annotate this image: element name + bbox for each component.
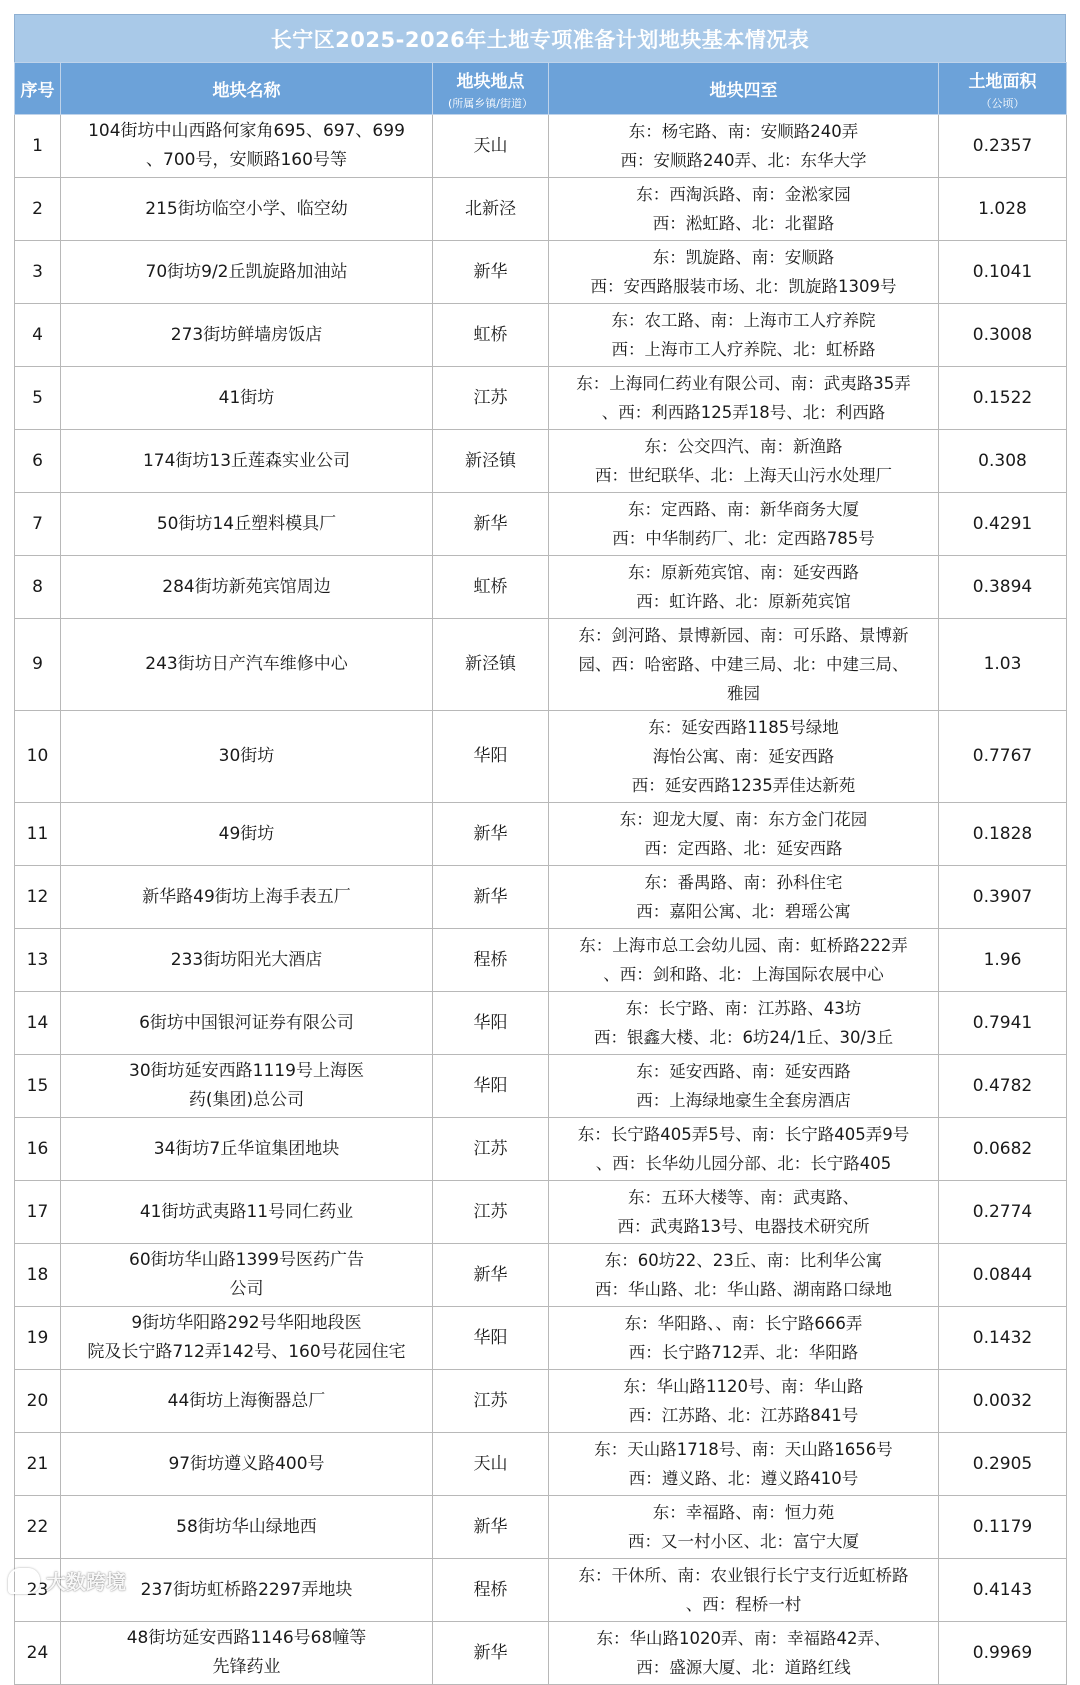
cell-index: 9 — [15, 619, 61, 711]
cell-location: 新华 — [433, 1496, 549, 1559]
cell-location: 华阳 — [433, 1055, 549, 1118]
table-row — [15, 556, 1067, 619]
cell-index: 2 — [15, 178, 61, 241]
cell-bounds-line: 西：长宁路712弄、北：华阳路 — [628, 1343, 859, 1362]
cell-bounds — [549, 556, 939, 619]
header-area: 土地面积 （公顷） — [939, 63, 1067, 115]
cell-bounds — [549, 1118, 939, 1181]
cell-name-line: 233街坊阳光大酒店 — [170, 949, 323, 970]
cell-index: 13 — [15, 929, 61, 992]
cell-name — [61, 178, 433, 241]
cell-name-line: 243街坊日产汽车维修中心 — [145, 654, 348, 674]
cell-location: 新华 — [433, 866, 549, 929]
cell-area: 0.4782 — [939, 1055, 1067, 1118]
cell-name-line: 药(集团)总公司 — [188, 1090, 305, 1110]
cell-area: 0.308 — [939, 430, 1067, 493]
cell-area: 0.3894 — [939, 556, 1067, 619]
cell-name-line: 30街坊延安西路1119号上海医 — [129, 1061, 364, 1081]
cell-bounds — [549, 1370, 939, 1433]
cell-bounds-line: 东：上海市总工会幼儿园、南：虹桥路222弄 — [579, 936, 908, 955]
cell-index: 23 — [15, 1559, 61, 1622]
cell-bounds-line: 、西：长华幼儿园分部、北：长宁路405 — [595, 1154, 892, 1173]
cell-name-line: 9街坊华阳路292号华阳地段医 — [131, 1313, 362, 1333]
cell-bounds-line: 西：上海绿地豪生全套房酒店 — [636, 1091, 851, 1110]
cell-location: 新泾镇 — [433, 619, 549, 711]
cell-index: 6 — [15, 430, 61, 493]
cell-index: 22 — [15, 1496, 61, 1559]
cell-name — [61, 803, 433, 866]
cell-name-line: 49街坊 — [218, 823, 275, 844]
cell-bounds-line: 西：遵义路、北：遵义路410号 — [628, 1469, 859, 1488]
cell-area: 1.96 — [939, 929, 1067, 992]
cell-index: 18 — [15, 1244, 61, 1307]
cell-name — [61, 711, 433, 803]
cell-name-line: 273街坊鲜墙房饭店 — [170, 324, 323, 345]
cell-bounds — [549, 1559, 939, 1622]
cell-index: 8 — [15, 556, 61, 619]
cell-area: 0.1179 — [939, 1496, 1067, 1559]
cell-index: 11 — [15, 803, 61, 866]
table-row — [15, 115, 1067, 178]
cell-location: 新华 — [433, 241, 549, 304]
table-row — [15, 1496, 1067, 1559]
cell-bounds-line: 西：世纪联华、北：上海天山污水处理厂 — [595, 466, 892, 485]
cell-name-line: 237街坊虹桥路2297弄地块 — [140, 1579, 353, 1600]
cell-name — [61, 929, 433, 992]
cell-area: 0.0844 — [939, 1244, 1067, 1307]
header-location: 地块地点 (所属乡镇/街道） — [433, 63, 549, 115]
cell-bounds-line: 东：定西路、南：新华商务大厦 — [628, 500, 859, 519]
cell-bounds — [549, 304, 939, 367]
cell-name — [61, 1433, 433, 1496]
cell-index: 21 — [15, 1433, 61, 1496]
cell-name — [61, 115, 433, 178]
table-body — [15, 115, 1067, 1685]
table-title: 长宁区2025-2026年土地专项准备计划地块基本情况表 — [14, 14, 1066, 62]
cell-bounds-line: 东：延安西路1185号绿地 — [648, 718, 839, 737]
cell-bounds-line: 西：安顺路240弄、北：东华大学 — [620, 151, 867, 170]
cell-bounds-line: 东：天山路1718号、南：天山路1656号 — [594, 1440, 893, 1459]
cell-name — [61, 992, 433, 1055]
cell-bounds-line: 东：幸福路、南：恒力苑 — [652, 1503, 835, 1522]
cell-bounds-line: 东：华山路1120号、南：华山路 — [623, 1377, 864, 1396]
cell-name — [61, 367, 433, 430]
cell-area: 0.2357 — [939, 115, 1067, 178]
header-name: 地块名称 — [61, 63, 433, 115]
land-plot-table — [14, 62, 1067, 1685]
cell-area: 0.9969 — [939, 1622, 1067, 1685]
cell-bounds — [549, 1496, 939, 1559]
table-row — [15, 430, 1067, 493]
cell-bounds-line: 东：华山路1020弄、南：幸福路42弄、 — [596, 1629, 891, 1648]
cell-bounds-line: 东：60坊22、23丘、南：比利华公寓 — [604, 1251, 883, 1270]
header-row — [15, 63, 1067, 115]
cell-name-line: 公司 — [229, 1279, 264, 1299]
cell-bounds — [549, 1433, 939, 1496]
cell-bounds-line: 东：凯旋路、南：安顺路 — [652, 248, 835, 267]
cell-name-line: 6街坊中国银河证券有限公司 — [139, 1012, 354, 1033]
cell-name — [61, 1307, 433, 1370]
cell-index: 4 — [15, 304, 61, 367]
cell-location: 华阳 — [433, 992, 549, 1055]
cell-name-line: 34街坊7丘华谊集团地块 — [153, 1138, 340, 1159]
cell-name — [61, 304, 433, 367]
cell-area: 1.03 — [939, 619, 1067, 711]
cell-bounds — [549, 430, 939, 493]
cell-index: 14 — [15, 992, 61, 1055]
cell-bounds-line: 西：嘉阳公寓、北：碧瑶公寓 — [636, 902, 851, 921]
cell-name — [61, 1370, 433, 1433]
cell-name-line: 新华路49街坊上海手表五厂 — [142, 886, 351, 907]
cell-name — [61, 1118, 433, 1181]
cell-name-line: 48街坊延安西路1146号68幢等 — [126, 1628, 367, 1648]
table-row — [15, 1244, 1067, 1307]
table-row — [15, 241, 1067, 304]
table-row — [15, 1307, 1067, 1370]
cell-bounds-line: 西：定西路、北：延安西路 — [644, 839, 843, 858]
cell-name-line: 104街坊中山西路何家角695、697、699 — [88, 121, 405, 141]
cell-location: 虹桥 — [433, 556, 549, 619]
watermark-logo-icon — [8, 1568, 40, 1594]
cell-location: 新泾镇 — [433, 430, 549, 493]
cell-bounds-line: 、西：剑和路、北：上海国际农展中心 — [603, 965, 884, 984]
cell-area: 0.2774 — [939, 1181, 1067, 1244]
cell-bounds-line: 西：虹许路、北：原新苑宾馆 — [636, 592, 851, 611]
cell-bounds-line: 西：上海市工人疗养院、北：虹桥路 — [611, 340, 876, 359]
cell-index: 10 — [15, 711, 61, 803]
cell-area: 0.2905 — [939, 1433, 1067, 1496]
cell-name — [61, 1055, 433, 1118]
cell-bounds-line: 西：淞虹路、北：北翟路 — [652, 214, 835, 233]
cell-area: 0.1041 — [939, 241, 1067, 304]
cell-location: 华阳 — [433, 1307, 549, 1370]
cell-area: 1.028 — [939, 178, 1067, 241]
cell-bounds — [549, 367, 939, 430]
cell-index: 7 — [15, 493, 61, 556]
cell-name-line: 44街坊上海衡器总厂 — [167, 1390, 326, 1411]
cell-location: 新华 — [433, 1244, 549, 1307]
cell-name — [61, 430, 433, 493]
table-row — [15, 304, 1067, 367]
cell-name-line: 97街坊遵义路400号 — [168, 1453, 325, 1474]
cell-name — [61, 1622, 433, 1685]
cell-name-line: 70街坊9/2丘凯旋路加油站 — [145, 261, 348, 282]
cell-area: 0.1828 — [939, 803, 1067, 866]
cell-bounds-line: 西：武夷路13号、电器技术研究所 — [617, 1217, 870, 1236]
watermark — [8, 1566, 126, 1595]
cell-location: 江苏 — [433, 367, 549, 430]
cell-bounds-line: 雅园 — [727, 684, 760, 703]
watermark-text: 大数跨境 — [46, 1570, 126, 1594]
cell-bounds-line: 东：原新苑宾馆、南：延安西路 — [628, 563, 859, 582]
cell-bounds-line: 园、西：哈密路、中建三局、北：中建三局、 — [578, 655, 909, 674]
cell-bounds-line: 东：西淘浜路、南：金淞家园 — [636, 185, 851, 204]
cell-bounds-line: 西：江苏路、北：江苏路841号 — [628, 1406, 859, 1425]
table-row — [15, 803, 1067, 866]
cell-bounds-line: 西：华山路、北：华山路、湖南路口绿地 — [595, 1280, 892, 1299]
cell-area: 0.7767 — [939, 711, 1067, 803]
cell-bounds — [549, 115, 939, 178]
cell-bounds — [549, 1055, 939, 1118]
cell-area: 0.3008 — [939, 304, 1067, 367]
cell-index: 24 — [15, 1622, 61, 1685]
header-bounds: 地块四至 — [549, 63, 939, 115]
cell-area: 0.4143 — [939, 1559, 1067, 1622]
cell-bounds-line: 东：番禺路、南：孙科住宅 — [644, 873, 843, 892]
header-index: 序号 — [15, 63, 61, 115]
cell-location: 新华 — [433, 493, 549, 556]
cell-bounds — [549, 1244, 939, 1307]
table-row — [15, 1055, 1067, 1118]
cell-location: 江苏 — [433, 1370, 549, 1433]
cell-index: 16 — [15, 1118, 61, 1181]
cell-location: 华阳 — [433, 711, 549, 803]
cell-bounds — [549, 803, 939, 866]
table-row — [15, 1559, 1067, 1622]
table-row — [15, 493, 1067, 556]
cell-name — [61, 1496, 433, 1559]
cell-name-line: 215街坊临空小学、临空幼 — [145, 198, 348, 219]
cell-index: 20 — [15, 1370, 61, 1433]
cell-bounds-line: 西：银鑫大楼、北：6坊24/1丘、30/3丘 — [593, 1028, 894, 1047]
cell-index: 1 — [15, 115, 61, 178]
cell-bounds — [549, 619, 939, 711]
cell-bounds-line: 西：又一村小区、北：富宁大厦 — [628, 1532, 859, 1551]
cell-bounds-line: 东：剑河路、景博新园、南：可乐路、景博新 — [578, 626, 909, 645]
header-location-sub: (所属乡镇/街道） — [448, 96, 533, 110]
cell-bounds-line: 东：华阳路、、南：长宁路666弄 — [624, 1314, 863, 1333]
cell-bounds-line: 东：长宁路405弄5号、南：长宁路405弄9号 — [577, 1125, 910, 1144]
cell-bounds-line: 东：迎龙大厦、南：东方金门花园 — [619, 810, 868, 829]
cell-name — [61, 619, 433, 711]
cell-location: 虹桥 — [433, 304, 549, 367]
table-row — [15, 178, 1067, 241]
cell-name-line: 院及长宁路712弄142号、160号花园住宅 — [87, 1342, 406, 1362]
table-row — [15, 1622, 1067, 1685]
cell-bounds — [549, 992, 939, 1055]
table-row — [15, 992, 1067, 1055]
table-row — [15, 1181, 1067, 1244]
cell-area: 0.3907 — [939, 866, 1067, 929]
cell-name-line: 41街坊 — [218, 387, 275, 408]
table-row — [15, 1370, 1067, 1433]
cell-area: 0.1522 — [939, 367, 1067, 430]
cell-location: 江苏 — [433, 1181, 549, 1244]
cell-bounds-line: 东：杨宅路、南：安顺路240弄 — [628, 122, 859, 141]
cell-name-line: 50街坊14丘塑料模具厂 — [156, 513, 337, 534]
cell-bounds-line: 西：中华制药厂、北：定西路785号 — [612, 529, 875, 548]
cell-bounds — [549, 241, 939, 304]
cell-name — [61, 556, 433, 619]
cell-index: 12 — [15, 866, 61, 929]
cell-location: 新华 — [433, 803, 549, 866]
cell-name-line: 、700号，安顺路160号等 — [146, 150, 347, 170]
cell-location: 程桥 — [433, 1559, 549, 1622]
cell-name-line: 284街坊新苑宾馆周边 — [162, 576, 331, 597]
cell-name — [61, 241, 433, 304]
cell-bounds-line: 、西：利西路125弄18号、北：利西路 — [601, 403, 886, 422]
cell-bounds — [549, 929, 939, 992]
table-row — [15, 929, 1067, 992]
cell-area: 0.7941 — [939, 992, 1067, 1055]
header-area-sub: （公顷） — [980, 96, 1025, 110]
cell-area: 0.0682 — [939, 1118, 1067, 1181]
cell-area: 0.4291 — [939, 493, 1067, 556]
cell-area: 0.0032 — [939, 1370, 1067, 1433]
cell-name-line: 先锋药业 — [212, 1657, 281, 1677]
cell-bounds-line: 、西：程桥一村 — [685, 1595, 802, 1614]
table-row — [15, 1118, 1067, 1181]
cell-bounds — [549, 711, 939, 803]
table-row — [15, 367, 1067, 430]
cell-bounds-line: 东：长宁路、南：江苏路、43坊 — [625, 999, 862, 1018]
cell-location: 北新泾 — [433, 178, 549, 241]
cell-name-line: 41街坊武夷路11号同仁药业 — [139, 1201, 354, 1222]
cell-location: 江苏 — [433, 1118, 549, 1181]
cell-bounds-line: 东：干休所、南：农业银行长宁支行近虹桥路 — [578, 1566, 909, 1585]
cell-name-line: 58街坊华山绿地西 — [176, 1516, 317, 1537]
cell-bounds — [549, 1181, 939, 1244]
cell-bounds — [549, 178, 939, 241]
cell-index: 5 — [15, 367, 61, 430]
cell-bounds — [549, 1307, 939, 1370]
cell-name-line: 30街坊 — [218, 746, 275, 766]
cell-bounds-line: 西：盛源大厦、北：道路红线 — [636, 1658, 851, 1677]
cell-name — [61, 493, 433, 556]
land-plan-sheet — [14, 14, 1066, 1685]
cell-bounds-line: 东：五环大楼等、南：武夷路、 — [628, 1188, 859, 1207]
cell-location: 新华 — [433, 1622, 549, 1685]
cell-location: 程桥 — [433, 929, 549, 992]
cell-bounds-line: 东：公交四汽、南：新渔路 — [644, 437, 843, 456]
table-row — [15, 619, 1067, 711]
table-row — [15, 1433, 1067, 1496]
cell-area: 0.1432 — [939, 1307, 1067, 1370]
cell-location: 天山 — [433, 1433, 549, 1496]
cell-name — [61, 866, 433, 929]
cell-index: 17 — [15, 1181, 61, 1244]
cell-bounds-line: 西：安西路服装市场、北：凯旋路1309号 — [590, 277, 897, 296]
cell-name — [61, 1181, 433, 1244]
table-row — [15, 711, 1067, 803]
cell-name-line: 60街坊华山路1399号医药广告 — [129, 1250, 364, 1270]
cell-index: 3 — [15, 241, 61, 304]
cell-index: 19 — [15, 1307, 61, 1370]
table-row — [15, 866, 1067, 929]
cell-bounds-line: 海怡公寓、南：延安西路 — [652, 747, 835, 766]
cell-bounds-line: 东：上海同仁药业有限公司、南：武夷路35弄 — [576, 374, 911, 393]
cell-index: 15 — [15, 1055, 61, 1118]
cell-bounds — [549, 1622, 939, 1685]
cell-bounds-line: 西：延安西路1235弄佳达新苑 — [631, 776, 856, 795]
cell-bounds-line: 东：农工路、南：上海市工人疗养院 — [611, 311, 876, 330]
cell-bounds — [549, 493, 939, 556]
cell-name-line: 174街坊13丘莲森实业公司 — [142, 450, 351, 471]
cell-bounds — [549, 866, 939, 929]
cell-name — [61, 1244, 433, 1307]
cell-location: 天山 — [433, 115, 549, 178]
cell-bounds-line: 东：延安西路、南：延安西路 — [636, 1062, 851, 1081]
